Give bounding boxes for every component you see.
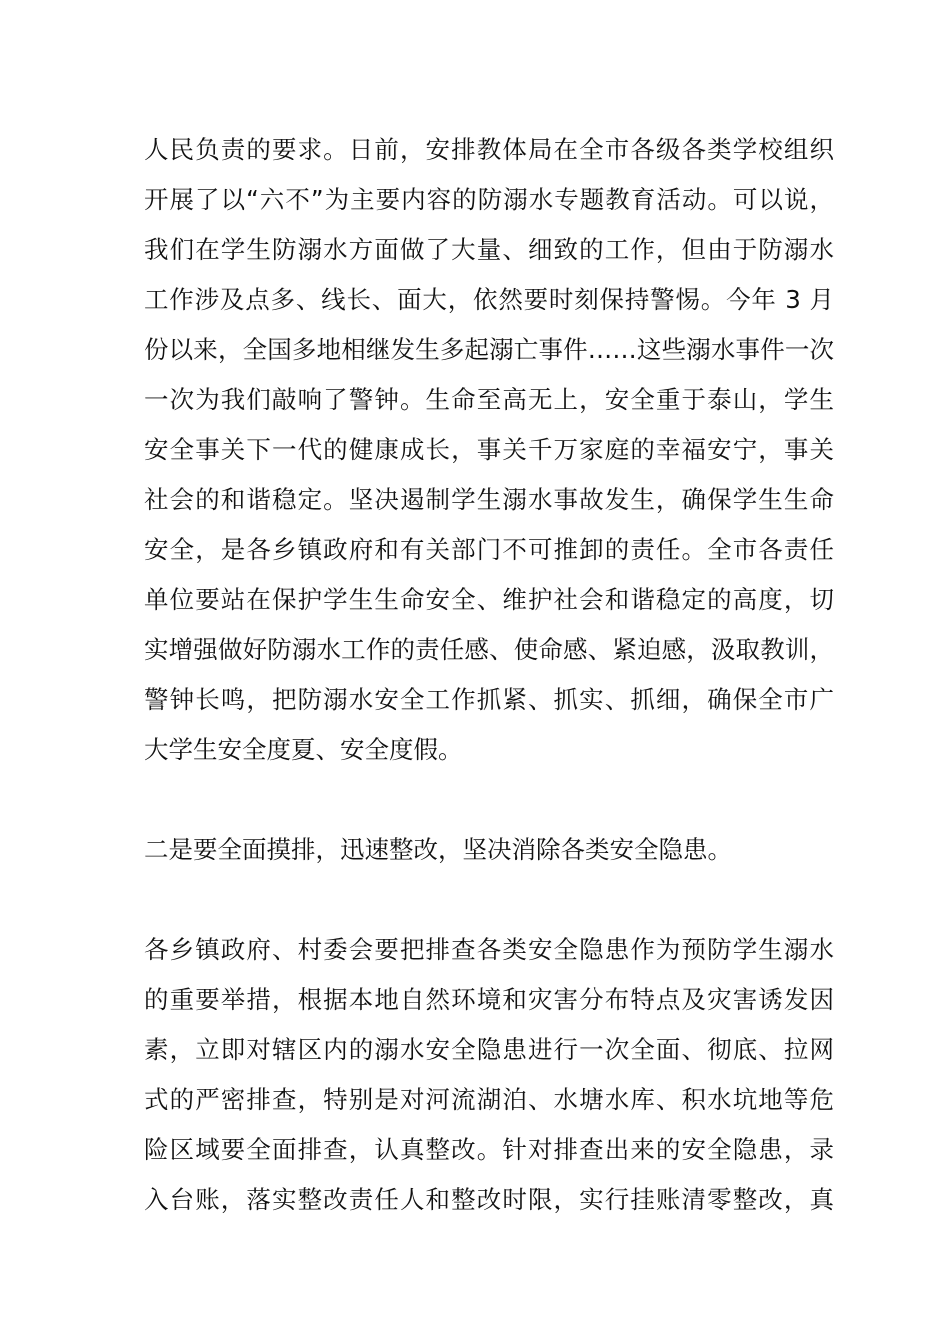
text-line: 一次为我们敲响了警钟。生命至高无上，安全重于泰山，学生 xyxy=(144,385,834,414)
text-line: 我们在学生防溺水方面做了大量、细致的工作，但由于防溺水 xyxy=(144,235,834,264)
text-line: 人民负责的要求。日前，安排教体局在全市各级各类学校组织 xyxy=(144,135,834,164)
text-line: 警钟长鸣，把防溺水安全工作抓紧、抓实、抓细，确保全市广 xyxy=(144,685,834,714)
text-line: 素，立即对辖区内的溺水安全隐患进行一次全面、彻底、拉网 xyxy=(144,1035,834,1064)
text-line: 开展了以“六不”为主要内容的防溺水专题教育活动。可以说， xyxy=(144,185,834,214)
text-line: 安全事关下一代的健康成长，事关千万家庭的幸福安宁，事关 xyxy=(144,435,834,464)
text-line: 份以来，全国多地相继发生多起溺亡事件……这些溺水事件一次 xyxy=(144,335,834,364)
text-line: 实增强做好防溺水工作的责任感、使命感、紧迫感，汲取教训， xyxy=(144,635,834,664)
text-line: 式的严密排查，特别是对河流湖泊、水塘水库、积水坑地等危 xyxy=(144,1085,834,1114)
text-line: 安全，是各乡镇政府和有关部门不可推卸的责任。全市各责任 xyxy=(144,535,834,564)
section-heading: 二是要全面摸排，迅速整改，坚决消除各类安全隐患。 xyxy=(144,835,732,864)
text-line: 各乡镇政府、村委会要把排查各类安全隐患作为预防学生溺水 xyxy=(144,935,834,964)
text-line: 入台账，落实整改责任人和整改时限，实行挂账清零整改，真 xyxy=(144,1185,834,1214)
text-line: 大学生安全度夏、安全度假。 xyxy=(144,735,463,764)
text-line: 单位要站在保护学生生命安全、维护社会和谐稳定的高度，切 xyxy=(144,585,834,614)
text-line: 的重要举措，根据本地自然环境和灾害分布特点及灾害诱发因 xyxy=(144,985,834,1014)
text-line: 险区域要全面排查，认真整改。针对排查出来的安全隐患，录 xyxy=(144,1135,834,1164)
text-line: 社会的和谐稳定。坚决遏制学生溺水事故发生，确保学生生命 xyxy=(144,485,834,514)
text-line: 工作涉及点多、线长、面大，依然要时刻保持警惕。今年 3 月 xyxy=(144,285,834,314)
